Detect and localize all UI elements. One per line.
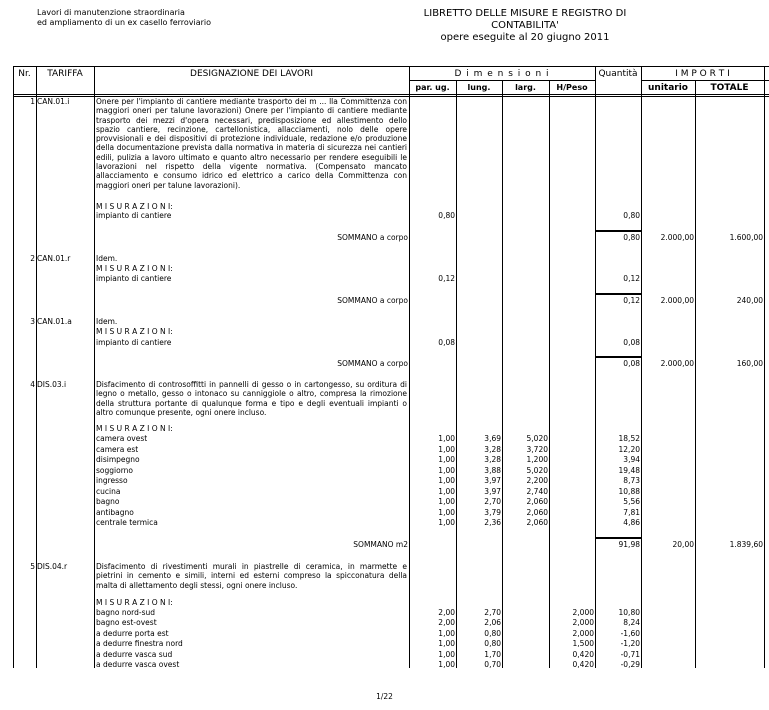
measure-h-peso: 2,000: [572, 628, 594, 638]
sommano-qty: 91,98: [618, 540, 640, 549]
measure-label: antibagno: [96, 507, 134, 517]
measure-h-peso: 2,000: [572, 608, 594, 617]
col-header-importi: I M P O R T I: [675, 69, 730, 79]
sommano-unitario: 2.000,00: [660, 296, 694, 305]
measure-qty: 18,52: [618, 434, 640, 443]
measure-lung: 0,80: [484, 628, 501, 638]
document-title: [390, 8, 660, 44]
measure-lung: 2,70: [484, 608, 501, 617]
item-code: CAN.01.i: [37, 97, 70, 106]
item-nr: 3: [30, 317, 35, 326]
col-header-dimensioni: D i m e n s i o n i: [454, 69, 550, 79]
item-description: Disfacimento di controsoffitti in pannelli di gesso o in cartongesso, su orditura di legno o metallo, gesso o intonaco su canniggiole o altro, compresa la rimozione della struttura portante di qualunque forma e tipo e degli eventuali impianti o altro comunque presente, ogni onere incluso.: [96, 380, 407, 417]
misurazioni-label: M I S U R A Z I O N I:: [96, 598, 173, 607]
measure-par: 1,00: [438, 628, 455, 638]
misurazioni-label: M I S U R A Z I O N I:: [96, 424, 173, 433]
measure-lung: 3,97: [484, 486, 501, 496]
col-line-unitario: [695, 80, 696, 668]
sommano-unitario: 2.000,00: [660, 359, 694, 368]
measure-label: a dedurre vasca ovest: [96, 660, 180, 669]
col-header-larg: larg.: [515, 83, 536, 92]
measure-par: 1,00: [438, 476, 455, 485]
col-line-tariffa: [94, 66, 95, 668]
measure-par: 1,00: [438, 444, 455, 454]
measure-lung: 3,88: [484, 465, 501, 475]
document-subject: [37, 8, 211, 28]
measure-qty: 0,12: [623, 274, 640, 283]
sommano-totale: 240,00: [736, 296, 763, 305]
table-top-border: [13, 66, 769, 67]
measure-lung: 3,97: [484, 476, 501, 485]
sommano-unitario: 2.000,00: [660, 233, 694, 242]
measure-qty: 8,73: [623, 476, 640, 485]
measure-par: 1,00: [438, 507, 455, 517]
title-line-1: LIBRETTO DELLE MISURE E REGISTRO DI CONTABILITA': [423, 8, 627, 31]
col-header-unitario: unitario: [648, 83, 688, 93]
measure-qty: -1,20: [620, 639, 640, 649]
measure-lung: 3,79: [484, 507, 501, 517]
measure-par: 0,80: [438, 211, 455, 220]
sommano-qty: 0,08: [623, 359, 640, 368]
item-nr: 5: [30, 562, 35, 571]
measure-h-peso: 2,000: [572, 618, 594, 628]
col-line-par: [456, 80, 457, 668]
measure-par: 1,00: [438, 455, 455, 464]
measure-par: 1,00: [438, 649, 455, 659]
measure-qty: 8,24: [623, 618, 640, 628]
measure-label: soggiorno: [96, 465, 133, 475]
measure-par: 1,00: [438, 518, 455, 527]
measure-lung: 0,70: [484, 660, 501, 669]
measure-qty: 12,20: [618, 444, 640, 454]
measure-h-peso: 0,420: [572, 649, 594, 659]
measure-qty: 0,80: [623, 211, 640, 220]
col-header-tariffa: TARIFFA: [47, 69, 83, 79]
measure-label: a dedurre vasca sud: [96, 649, 173, 659]
measure-larg: 2,740: [526, 486, 548, 496]
measure-par: 2,00: [438, 608, 455, 617]
sommano-totale: 1.839,60: [729, 540, 763, 549]
item-description: Disfacimento di rivestimenti murali in piastrelle di ceramica, in marmette e pietrini in cemento e simili, interni ed esterni compreso la spicconatura della malta di allettamento degli stessi, ogni onere incluso.: [96, 562, 407, 590]
sommano-label: SOMMANO a corpo: [337, 233, 408, 242]
measure-par: 1,00: [438, 465, 455, 475]
col-line-right: [764, 66, 765, 668]
measure-par: 1,00: [438, 434, 455, 443]
importi-subheader-line: [641, 80, 769, 81]
measure-larg: 2,060: [526, 518, 548, 527]
sommano-qty: 0,12: [623, 296, 640, 305]
measure-label: a dedurre porta est: [96, 628, 169, 638]
sommano-totale: 1.600,00: [729, 233, 763, 242]
measure-lung: 3,69: [484, 434, 501, 443]
measure-larg: 2,060: [526, 507, 548, 517]
col-line-left: [13, 66, 14, 668]
measure-label: centrale termica: [96, 518, 158, 527]
measure-qty: 19,48: [618, 465, 640, 475]
header-bottom-border: [13, 94, 769, 95]
page-number: 1/22: [376, 692, 393, 701]
item-nr: 4: [30, 380, 35, 389]
col-line-larg: [549, 80, 550, 668]
col-line-designazione: [409, 66, 410, 668]
measure-lung: 2,70: [484, 497, 501, 506]
col-header-lung: lung.: [467, 83, 491, 92]
measure-larg: 5,020: [526, 465, 548, 475]
col-header-h-peso: H/Peso: [556, 83, 588, 92]
measure-lung: 2,36: [484, 518, 501, 527]
measure-label: impianto di cantiere: [96, 338, 172, 347]
measure-label: cucina: [96, 486, 121, 496]
measure-larg: 1,200: [526, 455, 548, 464]
item-code: CAN.01.r: [37, 254, 71, 263]
measure-par: 1,00: [438, 497, 455, 506]
sommano-rule: [595, 293, 641, 295]
item-nr: 2: [30, 254, 35, 263]
item-description: Onere per l'impianto di cantiere mediante trasporto dei m ... lla Committenza con maggiori oneri per talune lavorazioni) Onere per l'impianto di cantiere mediante trasporto dei mezzi d'opera necessari, predisposizione ed allestimento dello spazio cantiere, recinzione, cartellonistica, allacciamenti, nolo delle opere provvisionali e dei dispositivi di protezione individuale, redazione e/o produzione della documentazione prevista dalla normativa in materia di sicurezza nei cantieri edili, pulizia a lavoro ultimato e quanto altro necessario per rendere eseguibili le lavorazioni nel rispetto della vigente normativa. (Compensato mancato allacciamento e consumo idrico ed elettrico a carico della Committenza con maggiori oneri per talune lavorazioni).: [96, 97, 407, 190]
measure-lung: 3,28: [484, 455, 501, 464]
sommano-totale: 160,00: [736, 359, 763, 368]
col-header-designazione: DESIGNAZIONE DEI LAVORI: [190, 69, 313, 79]
measure-par: 2,00: [438, 618, 455, 628]
col-header-par-ug: par. ug.: [415, 83, 450, 92]
item-code: DIS.04.r: [37, 562, 68, 571]
measure-larg: 2,200: [526, 476, 548, 485]
measure-par: 1,00: [438, 639, 455, 649]
measure-label: camera ovest: [96, 434, 148, 443]
subject-line-1: Lavori di manutenzione straordinaria: [37, 8, 185, 17]
item-code: CAN.01.a: [37, 317, 72, 326]
sommano-rule: [595, 537, 641, 539]
measure-label: a dedurre finestra nord: [96, 639, 183, 649]
misurazioni-label: M I S U R A Z I O N I:: [96, 264, 173, 273]
measure-qty: 10,80: [618, 608, 640, 617]
measure-label: bagno: [96, 497, 120, 506]
measure-par: 1,00: [438, 486, 455, 496]
col-header-quantita: Quantità: [598, 69, 638, 79]
sommano-rule: [595, 356, 641, 358]
title-line-2: opere eseguite al 20 giugno 2011: [440, 32, 610, 43]
measure-label: disimpegno: [96, 455, 140, 464]
col-line-nr: [36, 66, 37, 668]
measure-qty: -0,71: [620, 649, 640, 659]
sommano-label: SOMMANO m2: [353, 540, 408, 549]
measure-qty: 5,56: [623, 497, 640, 506]
col-line-lung: [502, 80, 503, 668]
measure-qty: 0,08: [623, 338, 640, 347]
col-header-totale: TOTALE: [710, 83, 749, 93]
measure-qty: -0,29: [620, 660, 640, 669]
sommano-unitario: 20,00: [672, 540, 694, 549]
measure-label: bagno nord-sud: [96, 608, 156, 617]
measure-par: 0,12: [438, 274, 455, 283]
measure-qty: 7,81: [623, 507, 640, 517]
measure-label: camera est: [96, 444, 139, 454]
measure-lung: 3,28: [484, 444, 501, 454]
misurazioni-label: M I S U R A Z I O N I:: [96, 202, 173, 211]
measure-h-peso: 1,500: [572, 639, 594, 649]
sommano-rule: [595, 230, 641, 232]
sommano-label: SOMMANO a corpo: [337, 296, 408, 305]
measure-label: impianto di cantiere: [96, 211, 172, 220]
sommano-qty: 0,80: [623, 233, 640, 242]
measure-qty: 3,94: [623, 455, 640, 464]
col-header-nr: Nr.: [18, 69, 31, 79]
item-description: Idem.: [96, 317, 118, 326]
item-description: Idem.: [96, 254, 118, 263]
measure-label: ingresso: [96, 476, 128, 485]
measure-larg: 5,020: [526, 434, 548, 443]
item-code: DIS.03.i: [37, 380, 67, 389]
measure-qty: 4,86: [623, 518, 640, 527]
subject-line-2: ed ampliamento di un ex casello ferroviario: [37, 18, 212, 27]
measure-label: bagno est-ovest: [96, 618, 157, 628]
measure-qty: 10,88: [618, 486, 640, 496]
measure-label: impianto di cantiere: [96, 274, 172, 283]
misurazioni-label: M I S U R A Z I O N I:: [96, 327, 173, 336]
sommano-label: SOMMANO a corpo: [337, 359, 408, 368]
measure-qty: -1,60: [620, 628, 640, 638]
measure-larg: 3,720: [526, 444, 548, 454]
measure-larg: 2,060: [526, 497, 548, 506]
measure-lung: 0,80: [484, 639, 501, 649]
item-nr: 1: [30, 97, 35, 106]
measure-lung: 1,70: [484, 649, 501, 659]
measure-par: 1,00: [438, 660, 455, 669]
measure-h-peso: 0,420: [572, 660, 594, 669]
measure-lung: 2,06: [484, 618, 501, 628]
measure-par: 0,08: [438, 338, 455, 347]
